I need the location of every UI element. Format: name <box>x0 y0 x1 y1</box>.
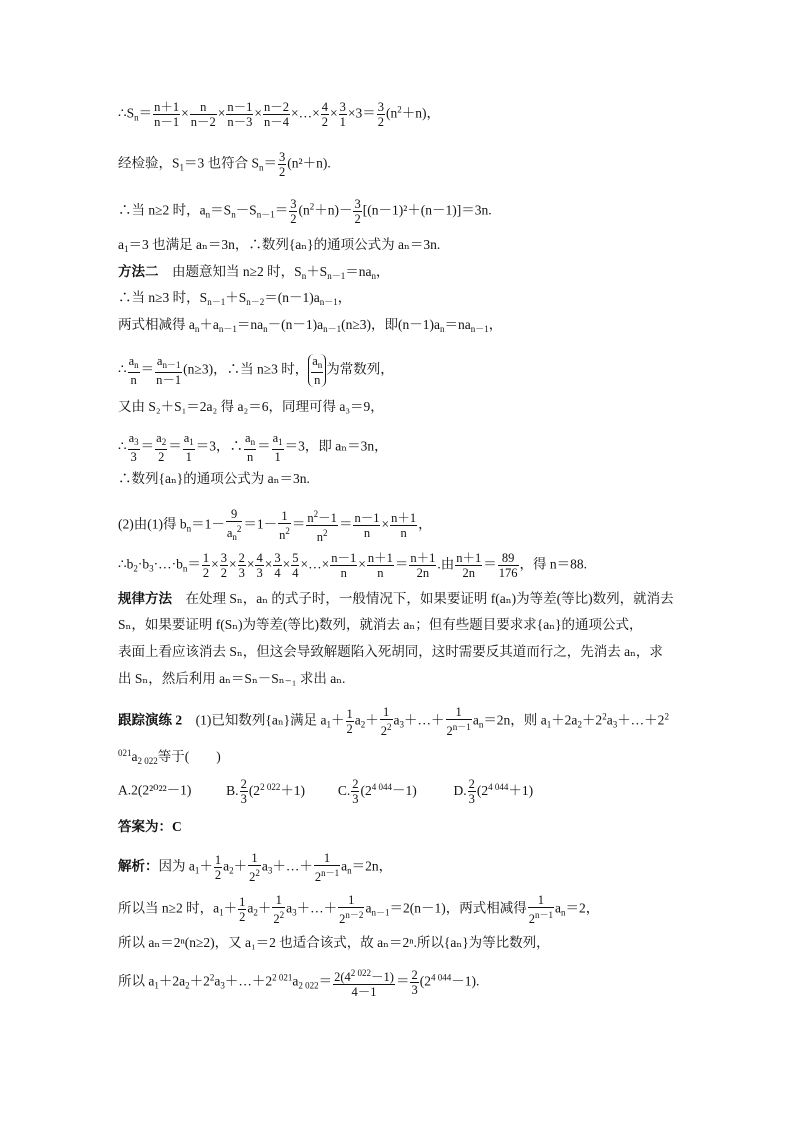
solution-line-6: ∴当 n≥3 时，$S_{n-1}+S_{n-2}=(n-1)a_{n-1}$， <box>118 290 352 307</box>
set-brace: $\frac{a_n}{n}$ <box>308 354 326 387</box>
line12-label: (2)由(1)得 <box>118 516 177 532</box>
solution-line-9 <box>118 398 384 416</box>
option-a[interactable]: A.2(2²⁰²²－1) <box>118 782 192 798</box>
solution-line-12: (2)由(1)得 $b_n=1-$ $\frac{9}{a_n^2}$ ＝1－ $\frac{1}{n^2}$ ＝ $\frac{n^2-1}{n^2}$ ＝ $\frac{n-1}{n}$ × $\frac{n+1}{n}$ ， <box>118 507 432 544</box>
solution-line-13: $\therefore b_2\cdot b_3\cdot\dots\cdot b_n=$ $\frac{1}{2}$ × $\frac{3}{2}$ × $\frac{2}{3}$ × $\frac{4}{3}$ × $\frac{3}{4}$ × $\frac{5}{4}$ ×…× $\frac{n-1}{n}$ × $\frac{n+1}{n}$ ＝ $\frac{n+1}{2n}$ .由 $\frac{n+1}{2n}$ ＝ $\frac{89}{176}$ ，得 n＝88. <box>118 551 588 580</box>
analysis-l4-prefix: 所以 <box>118 973 145 989</box>
analysis-line-1: 解析：因为 $a_1+$ $\frac{1}{2}$ $a_2+$ $\frac{1}{2^2}$ $a_3+\dots+$ $\frac{1}{2^{n-1}}$ $a_n=2n$， <box>118 851 393 884</box>
solution-line-1: $\therefore S_n=$ $\frac{n+1}{n-1}$ × $\frac{n}{n-2}$ × $\frac{n-1}{n-3}$ × $\frac{n-2}{n-4}$ ×…× $\frac{4}{2}$ × $\frac{3}{1}$ ×3＝ $\frac{3}{2}$ $(n^2+n)$， <box>118 100 441 129</box>
line4-text: ＝3 也满足 aₙ＝3n，∴数列{aₙ}的通项公式为 aₙ＝3n. <box>128 237 441 252</box>
rule-text-4: 出 Sₙ，然后利用 aₙ＝Sₙ－Sₙ₋₁ 求出 aₙ. <box>118 671 346 686</box>
exercise-prefix: (1)已知数列{aₙ}满足 <box>195 712 318 728</box>
analysis-line-2: 所以当 n≥2 时，$a_1+$ $\frac{1}{2}$ $a_2+$ $\frac{1}{2^2}$ $a_3+\dots+$ $\frac{1}{2^{n-2}}$ $a_{n-1}=2(n-1)$，两式相减得 $\frac{1}{2^{n-1}}$ $a_n=2$， <box>118 893 600 926</box>
method2-text: 由题意知当 n≥2 时， <box>172 264 295 279</box>
rule-line-3 <box>118 643 663 661</box>
rule-text-1: 在处理 Sₙ，aₙ 的式子时，一般情况下，如果要证明 f(aₙ)为等差(等比)数列，就消去 <box>185 591 674 606</box>
rule-text-3: 表面上看应该消去 Sₙ，但这会导致解题陷入死胡同，这时需要反其道而行之，先消去 aₙ，求 <box>118 644 663 659</box>
method2-title: 方法二 <box>118 264 159 279</box>
analysis-l3-text: 所以 aₙ＝2ⁿ(n≥2)，又 a₁＝2 也适合该式，故 aₙ＝2ⁿ.所以{aₙ}为等比数列， <box>118 935 550 950</box>
line3-tail: [(n－1)²＋(n－1)]＝3n. <box>362 202 492 218</box>
solution-line-7: 两式相减得 $a_n+a_{n-1}=na_n-(n-1)a_{n-1}(n\ge 3)$，即$(n-1)a_n=na_{n-1}$， <box>118 317 503 334</box>
rule-title: 规律方法 <box>118 591 172 606</box>
option-d[interactable]: D. $\frac{2}{3}$ $(2^{4 044}+1)$ <box>453 777 534 806</box>
solution-line-2: 经检验，$S_1=3$ 也符合 $S_n=$ $\frac{3}{2}$ (n²＋n). <box>118 150 331 179</box>
rule-line-4 <box>118 670 345 688</box>
analysis-l2-mid: ＝2(n－1)，两式相减得 <box>389 900 527 916</box>
solution-line-4: $a_1=3$ 也满足 aₙ＝3n，∴数列{aₙ}的通项公式为 aₙ＝3n. <box>118 237 441 254</box>
answer-line: 答案为：C <box>118 819 182 834</box>
line11-text: ∴数列{aₙ}的通项公式为 aₙ＝3n. <box>118 471 310 486</box>
solution-line-3: ∴当 n≥2 时，$a_n=S_n-S_{n-1}=$ $\frac{3}{2}$ $(n^2+n)-$ $\frac{3}{2}$ [(n－1)²＋(n－1)]＝3n. <box>118 197 492 226</box>
exercise-line-2: $^{021}a_{2 022}$等于( ) <box>118 748 221 766</box>
method2-line: 方法二 由题意知当 n≥2 时，$S_n+S_{n-1}=na_n$， <box>118 264 390 281</box>
line6-text: ∴当 n≥3 时， <box>118 290 200 305</box>
analysis-label: 解析： <box>118 858 159 874</box>
exercise-title: 跟踪演练 2 <box>118 712 183 728</box>
option-c[interactable]: C. $\frac{2}{3}$ $(2^{4 044}-1)$ <box>337 777 417 806</box>
check-mid: ＝3 也符合 S <box>184 155 260 171</box>
exercise-mid: ＝2n，则 <box>483 712 538 728</box>
line8-mid: (n≥3)，∴当 n≥3 时， <box>183 361 309 377</box>
option-b[interactable]: B. $\frac{2}{3}$ $(2^{2 022}+1)$ <box>226 777 306 806</box>
line10-end: ＝3，即 aₙ＝3n， <box>284 438 388 454</box>
options-row <box>118 777 533 806</box>
line9-text: 又由 S₂＋S₁＝2a₂ 得 a₂＝6，同理可得 a₃＝9， <box>118 399 384 414</box>
check-label: 经检验，S <box>118 155 180 171</box>
solution-line-11 <box>118 470 310 488</box>
solution-line-8: ∴ $\frac{a_n}{n}$ ＝ $\frac{a_{n-1}}{n-1}$ (n≥3)，∴当 n≥3 时， $\frac{a_n}{n}$ 为常数列， <box>118 354 394 387</box>
line3-label: ∴当 n≥2 时， <box>118 202 200 218</box>
analysis-line-3 <box>118 934 550 952</box>
rule-line-1 <box>118 590 674 608</box>
analysis-line-4: 所以 $a_1+2a_2+2^2a_3+\dots+2^{2 021}a_{2 022}=$ $\frac{2(4^{2 022}-1)}{4-1}$ ＝ $\frac{2}{3}$ $(2^{4 044}-1)$. <box>118 968 480 999</box>
analysis-l2-prefix: 所以当 n≥2 时， <box>118 900 214 916</box>
rule-text-2: Sₙ，如果要证明 f(Sₙ)为等差(等比)数列，就消去 aₙ；但有些题目要求求{aₙ}的通项公式， <box>118 617 643 632</box>
rule-line-2 <box>118 616 643 634</box>
exercise-line2-text: 等于( ) <box>157 749 221 764</box>
solution-line-10: ∴ $\frac{a_3}{3}$ ＝ $\frac{a_2}{2}$ ＝ $\frac{a_1}{1}$ ＝3，∴ $\frac{a_n}{n}$ ＝ $\frac{a_1}{1}$ ＝3，即 aₙ＝3n， <box>118 431 388 464</box>
line8-end: 为常数列， <box>326 361 394 377</box>
line7-text: 两式相减得 <box>118 317 186 332</box>
exercise-line-1: 跟踪演练 2 (1)已知数列{aₙ}满足 $a_1+$ $\frac{1}{2}$ $a_2+$ $\frac{1}{2^2}$ $a_3+\dots+$ $\frac{1}{2^{n-1}}$ $a_n=2n$，则 $a_1+2a_2+2^2a_3+\dots+2^2$ <box>118 705 669 738</box>
check-end: (n²＋n). <box>287 155 331 171</box>
analysis-l1-prefix: 因为 <box>158 858 186 874</box>
line13-result: ，得 n＝88. <box>519 556 588 572</box>
